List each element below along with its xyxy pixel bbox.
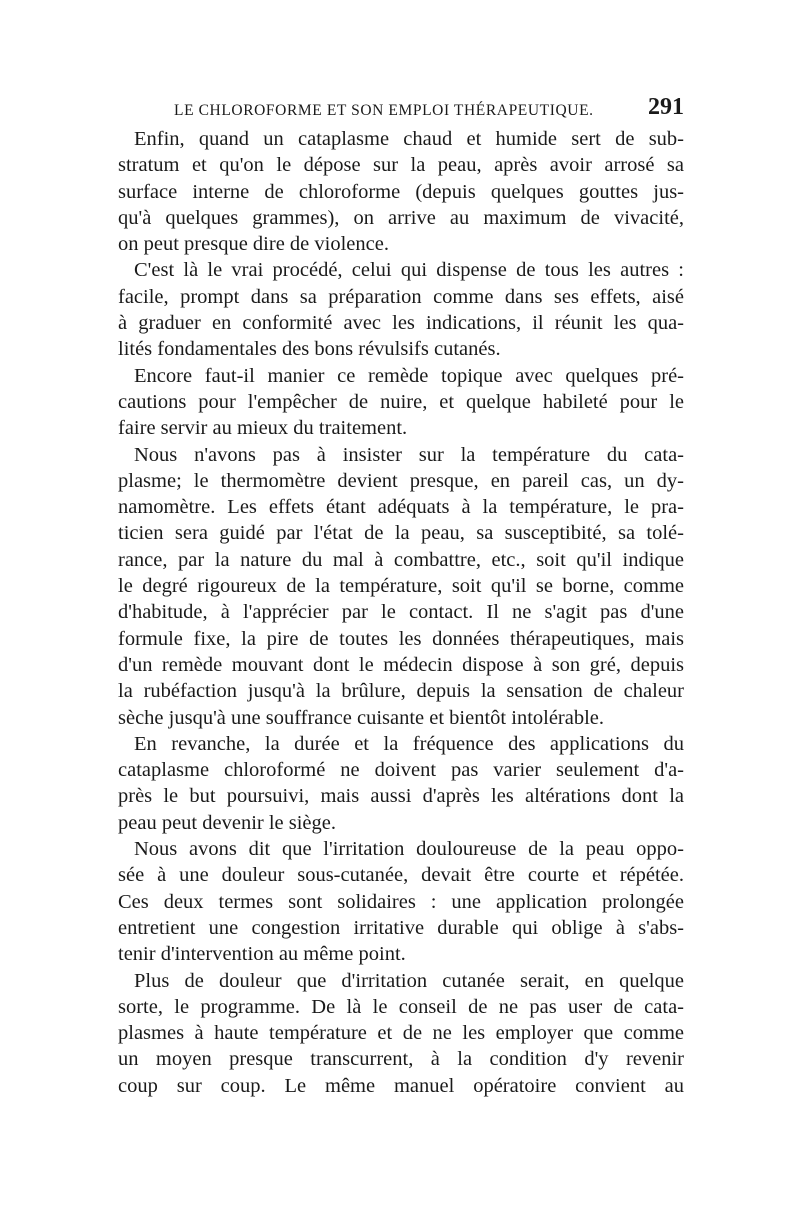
text-line: surface interne de chloroforme (depuis quelques gouttes jus- (118, 180, 684, 203)
text-line: la rubéfaction jusqu'à la brûlure, depuis la sensation de chaleur (118, 680, 684, 703)
text-line: ticien sera guidé par l'état de la peau, sa susceptibité, sa tolé- (118, 522, 684, 545)
text-line: C'est là le vrai procédé, celui qui dispense de tous les autres : (134, 259, 684, 282)
text-line: cataplasme chloroformé ne doivent pas varier seulement d'a- (118, 759, 684, 782)
text-line: En revanche, la durée et la fréquence des applications du (134, 732, 684, 755)
text-line: d'habitude, à l'apprécier par le contact. Il ne s'agit pas d'une (118, 601, 684, 624)
text-line: un moyen presque transcurrent, à la condition d'y revenir (118, 1048, 684, 1071)
text-line: Nous avons dit que l'irritation douloureuse de la peau oppo- (134, 838, 684, 861)
text-line: à graduer en conformité avec les indications, il réunit les qua- (118, 312, 684, 335)
text-line: Ces deux termes sont solidaires : une application prolongée (118, 890, 684, 913)
text-line: le degré rigoureux de la température, soit qu'il se borne, comme (118, 575, 684, 598)
text-line: facile, prompt dans sa préparation comme dans ses effets, aisé (118, 285, 684, 308)
text-line: sée à une douleur sous-cutanée, devait être courte et répétée. (118, 864, 684, 887)
text-line: Plus de douleur que d'irritation cutanée serait, en quelque (134, 969, 684, 992)
page-header (118, 94, 684, 124)
text-line: stratum et qu'on le dépose sur la peau, après avoir arrosé sa (118, 154, 684, 177)
text-line: Enfin, quand un cataplasme chaud et humide sert de sub- (134, 128, 684, 150)
text-line: qu'à quelques grammes), on arrive au maximum de vivacité, (118, 206, 684, 229)
text-line: plasme; le thermomètre devient presque, en pareil cas, un dy- (118, 469, 684, 492)
running-title: LE CHLOROFORME ET SON EMPLOI THÉRAPEUTIQUE. (174, 102, 594, 119)
text-line: près le but poursuivi, mais aussi d'après les altérations dont la (118, 785, 684, 808)
text-line: sèche jusqu'à une souffrance cuisante et bientôt intolérable. (118, 706, 605, 729)
text-line: peau peut devenir le siège. (118, 811, 337, 834)
text-line: plasmes à haute température et de ne les employer que comme (118, 1022, 684, 1045)
text-line: tenir d'intervention au même point. (118, 943, 406, 966)
text-line: formule fixe, la pire de toutes les données thérapeutiques, mais (118, 627, 684, 650)
text-line: Encore faut-il manier ce remède topique avec quelques pré- (134, 364, 684, 387)
text-line: rance, par la nature du mal à combattre, etc., soit qu'il indique (118, 548, 684, 571)
text-line: cautions pour l'empêcher de nuire, et quelque habileté pour le (118, 390, 684, 413)
text-line: coup sur coup. Le même manuel opératoire convient au (118, 1074, 684, 1097)
text-line: sorte, le programme. De là le conseil de ne pas user de cata- (118, 995, 684, 1018)
text-line: Nous n'avons pas à insister sur la température du cata- (134, 443, 684, 466)
text-line: lités fondamentales des bons révulsifs cutanés. (118, 338, 501, 361)
text-line: on peut presque dire de violence. (118, 233, 389, 256)
page-number: 291 (648, 94, 684, 120)
text-line: entretient une congestion irritative durable qui oblige à s'abs- (118, 916, 684, 939)
text-line: d'un remède mouvant dont le médecin dispose à son gré, depuis (118, 653, 684, 676)
body-text (118, 126, 684, 1099)
text-line: namomètre. Les effets étant adéquats à la température, le pra- (118, 496, 684, 519)
text-line: faire servir au mieux du traitement. (118, 417, 408, 440)
